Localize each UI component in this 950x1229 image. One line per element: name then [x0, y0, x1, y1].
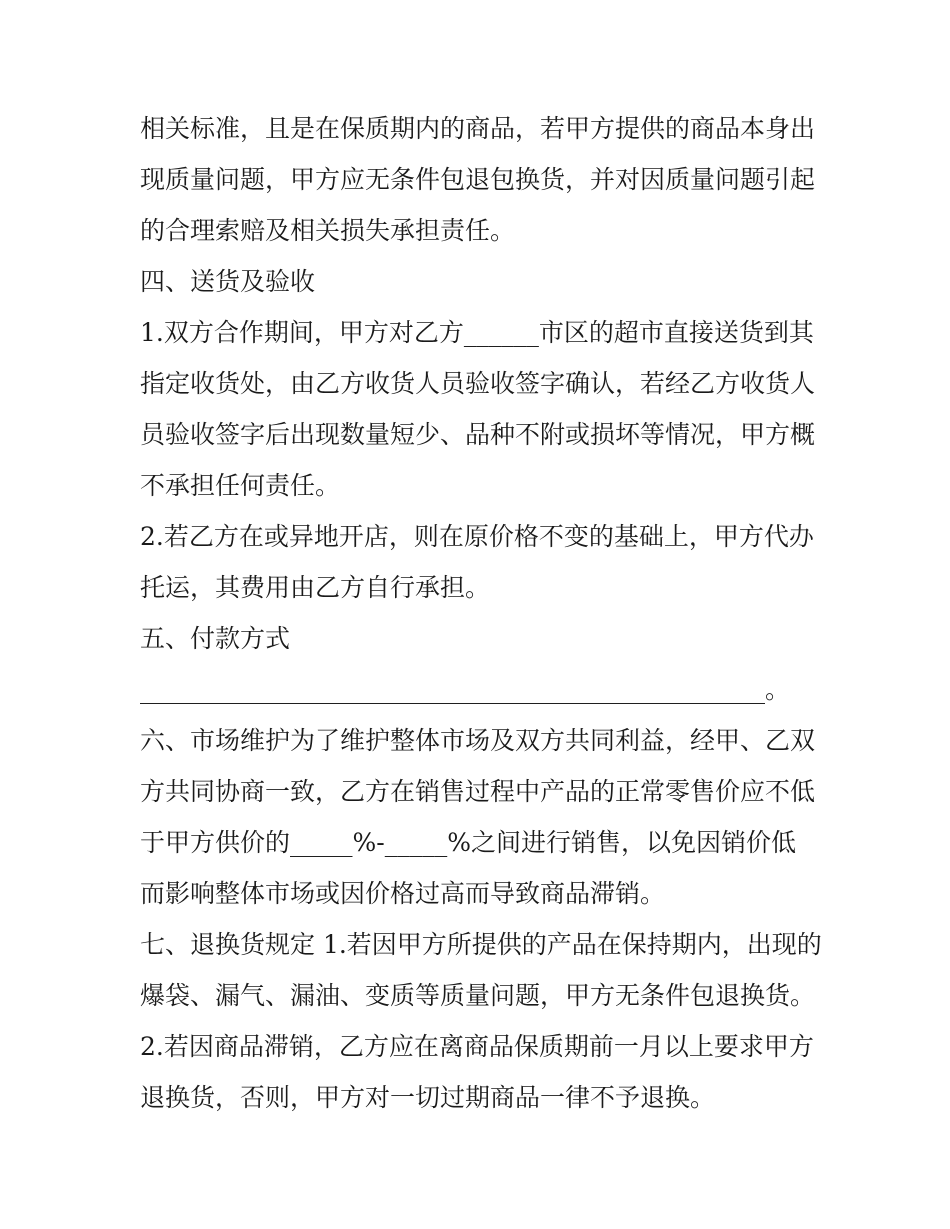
section-heading-market-1: 六、市场维护为了维护整体市场及双方共同利益，经甲、乙双 [140, 726, 816, 755]
body-line-delivery-3: 员验收签字后出现数量短少、品种不附或损坏等情况，甲方概 [140, 420, 816, 449]
body-line-returns-2: 爆袋、漏气、漏油、变质等质量问题，甲方无条件包退换货。 [140, 981, 816, 1010]
body-line-delivery-1: 1.双方合作期间，甲方对乙方______市区的超市直接送货到其 [140, 318, 814, 347]
body-line-shipping-2: 托运，其费用由乙方自行承担。 [140, 573, 491, 602]
contract-body [140, 103, 820, 1123]
body-line-delivery-2: 指定收货处，由乙方收货人员验收签字确认，若经乙方收货人 [140, 369, 816, 398]
body-line-liability: 的合理索赔及相关损失承担责任。 [140, 216, 516, 245]
body-line-payment-blank: __________________________________________________。 [140, 675, 791, 704]
body-line-quality-standard: 相关标准，且是在保质期内的商品，若甲方提供的商品本身出 [140, 114, 816, 143]
body-line-quality-return: 现质量问题，甲方应无条件包退包换货，并对因质量问题引起 [140, 165, 816, 194]
body-line-returns-3: 2.若因商品滞销，乙方应在离商品保质期前一月以上要求甲方 [140, 1032, 814, 1061]
body-line-returns-4: 退换货，否则，甲方对一切过期商品一律不予退换。 [140, 1083, 716, 1112]
body-line-delivery-4: 不承担任何责任。 [140, 471, 341, 500]
body-line-shipping-1: 2.若乙方在或异地开店，则在原价格不变的基础上，甲方代办 [140, 522, 814, 551]
section-heading-delivery: 四、送货及验收 [140, 267, 316, 296]
body-line-market-3: 于甲方供价的_____%-_____%之间进行销售，以免因销价低 [140, 828, 796, 857]
section-heading-payment: 五、付款方式 [140, 624, 291, 653]
body-line-market-2: 方共同协商一致，乙方在销售过程中产品的正常零售价应不低 [140, 777, 816, 806]
body-line-market-4: 而影响整体市场或因价格过高而导致商品滞销。 [140, 879, 666, 908]
section-heading-returns-1: 七、退换货规定 1.若因甲方所提供的产品在保持期内，出现的 [140, 930, 822, 959]
